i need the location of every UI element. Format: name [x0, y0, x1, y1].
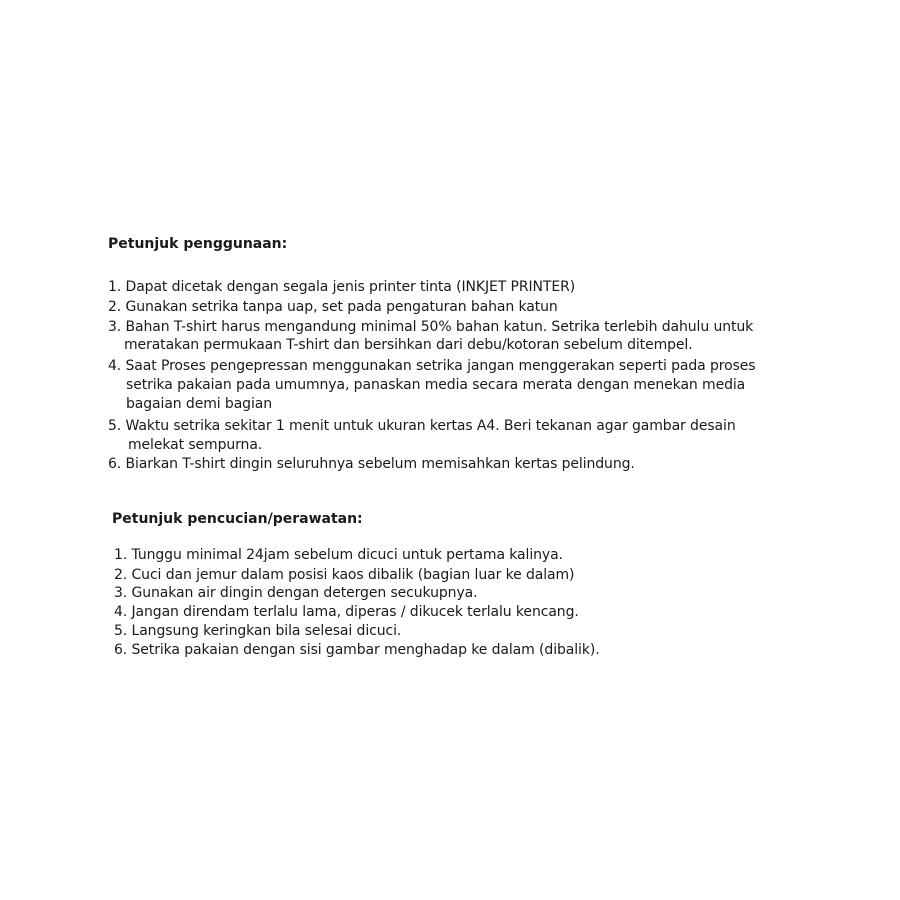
- usage-line-5: 5. Waktu setrika sekitar 1 menit untuk ukuran kertas A4. Beri tekanan agar gambar desain: [108, 418, 736, 434]
- usage-line-4-cont-a: setrika pakaian pada umumnya, panaskan media secara merata dengan menekan media: [126, 377, 746, 393]
- care-heading: Petunjuk pencucian/perawatan:: [112, 511, 363, 527]
- usage-line-1: 1. Dapat dicetak dengan segala jenis printer tinta (INKJET PRINTER): [108, 279, 576, 295]
- care-line-5: 5. Langsung keringkan bila selesai dicuci.: [114, 623, 402, 639]
- usage-line-3: 3. Bahan T-shirt harus mengandung minimal 50% bahan katun. Setrika terlebih dahulu untuk: [108, 319, 754, 335]
- care-line-1: 1. Tunggu minimal 24jam sebelum dicuci untuk pertama kalinya.: [114, 547, 563, 563]
- usage-line-2: 2. Gunakan setrika tanpa uap, set pada pengaturan bahan katun: [108, 299, 558, 315]
- usage-heading: Petunjuk penggunaan:: [108, 236, 288, 252]
- usage-line-6: 6. Biarkan T-shirt dingin seluruhnya sebelum memisahkan kertas pelindung.: [108, 456, 635, 472]
- care-line-4: 4. Jangan direndam terlalu lama, diperas / dikucek terlalu kencang.: [114, 604, 579, 620]
- usage-line-5-cont: melekat sempurna.: [128, 437, 263, 453]
- usage-line-4-cont-b: bagaian demi bagian: [126, 396, 272, 412]
- usage-line-4: 4. Saat Proses pengepressan menggunakan setrika jangan menggerakan seperti pada proses: [108, 358, 756, 374]
- care-line-6: 6. Setrika pakaian dengan sisi gambar menghadap ke dalam (dibalik).: [114, 642, 600, 658]
- usage-line-3-cont: meratakan permukaan T-shirt dan bersihkan dari debu/kotoran sebelum ditempel.: [124, 337, 693, 353]
- care-line-2: 2. Cuci dan jemur dalam posisi kaos dibalik (bagian luar ke dalam): [114, 567, 575, 583]
- care-line-3: 3. Gunakan air dingin dengan detergen secukupnya.: [114, 585, 478, 601]
